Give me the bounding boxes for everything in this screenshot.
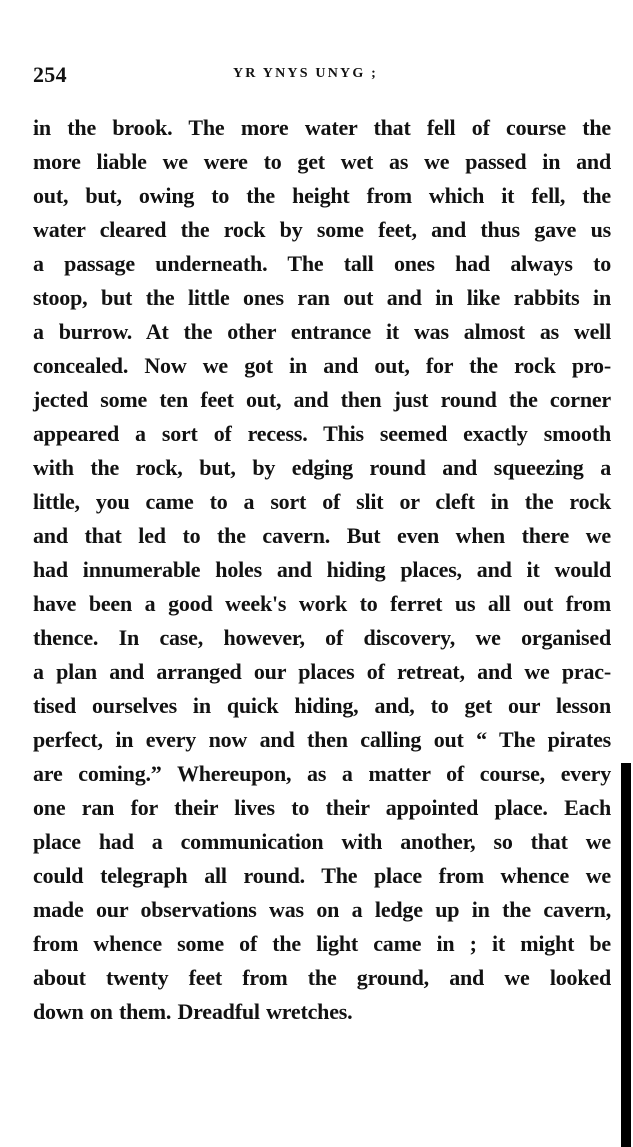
- text-line: more liable we were to get wet as we passed in and: [33, 149, 611, 174]
- text-line: and that led to the cavern. But even when there we: [33, 523, 611, 548]
- text-line: a plan and arranged our places of retreat, and we prac-: [33, 659, 611, 684]
- text-line: out, but, owing to the height from which it fell, the: [33, 183, 611, 208]
- text-line: about twenty feet from the ground, and we looked: [33, 965, 611, 990]
- text-line: down on them. Dreadful wretches.: [33, 999, 353, 1024]
- text-line: appeared a sort of recess. This seemed exactly smooth: [33, 421, 611, 446]
- text-line: little, you came to a sort of slit or cleft in the rock: [33, 489, 611, 514]
- body-text: [33, 113, 611, 1031]
- running-head: [33, 62, 611, 94]
- text-line: had innumerable holes and hiding places, and it would: [33, 557, 611, 582]
- text-line: have been a good week's work to ferret us all out from: [33, 591, 611, 616]
- text-line: one ran for their lives to their appointed place. Each: [33, 795, 611, 820]
- page-number: 254: [33, 62, 67, 87]
- text-line: tised ourselves in quick hiding, and, to get our lesson: [33, 693, 611, 718]
- text-line: stoop, but the little ones ran out and in like rabbits in: [33, 285, 611, 310]
- text-line: thence. In case, however, of discovery, we organised: [33, 625, 611, 650]
- text-line: perfect, in every now and then calling out “ The pirates: [33, 727, 611, 752]
- text-line: a burrow. At the other entrance it was almost as well: [33, 319, 611, 344]
- text-line: in the brook. The more water that fell of course the: [33, 115, 611, 140]
- text-line: with the rock, but, by edging round and squeezing a: [33, 455, 611, 480]
- text-line: made our observations was on a ledge up in the cavern,: [33, 897, 611, 922]
- text-line: from whence some of the light came in ; it might be: [33, 931, 611, 956]
- text-line: place had a communication with another, so that we: [33, 829, 611, 854]
- text-line: jected some ten feet out, and then just round the corner: [33, 387, 611, 412]
- text-line: are coming.” Whereupon, as a matter of course, every: [33, 761, 611, 786]
- text-line: water cleared the rock by some feet, and thus gave us: [33, 217, 611, 242]
- text-line: a passage underneath. The tall ones had always to: [33, 251, 611, 276]
- text-line: concealed. Now we got in and out, for the rock pro-: [33, 353, 611, 378]
- text-line: could telegraph all round. The place from whence we: [33, 863, 611, 888]
- scan-edge-shadow: [621, 763, 631, 1147]
- running-title: YR YNYS UNYG ;: [233, 66, 379, 81]
